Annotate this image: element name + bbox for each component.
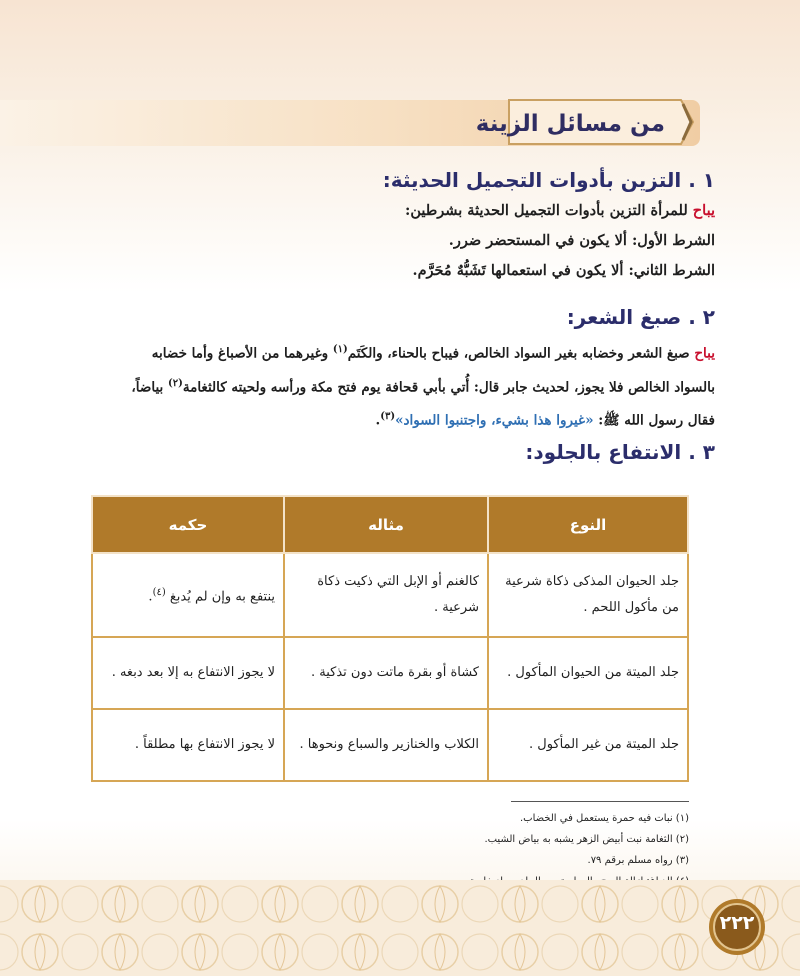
paragraph-line: الشرط الأول: ألا يكون في المستحضر ضرر. <box>448 232 715 249</box>
paragraph-line: الشرط الثاني: ألا يكون في استعمالها تَشَبُّهٌ مُحَرَّم. <box>412 262 715 279</box>
table-row <box>92 553 688 637</box>
paragraph-line: يباح للمرأة التزين بأدوات التجميل الحديثة بشرطين: <box>404 202 715 219</box>
cell-example: كشاة أو بقرة ماتت دون تذكية . <box>284 637 488 709</box>
cell-type: جلد الحيوان المذكى ذكاة شرعية من مأكول اللحم . <box>488 553 688 637</box>
paragraph-line: فقال رسول الله ﷺ: «غيروا هذا بشيء، واجتنبوا السواد»$^{(٣)}$. <box>375 411 715 429</box>
footnote-ref: (٣) <box>380 411 396 422</box>
highlight-word: يباح <box>692 202 715 219</box>
footnote-item: (١) نبات فيه حمرة يستعمل في الخضاب. <box>519 813 689 824</box>
footnote-item: (٢) الثغامة نبت أبيض الزهر يشبه به بياض الشيب. <box>484 834 689 845</box>
page-number: ٢٢٢ <box>719 912 755 934</box>
footnote-divider <box>511 801 689 802</box>
section-makeup <box>75 168 715 286</box>
page-title: من مسائل الزينة <box>475 111 665 137</box>
table-row <box>92 637 688 709</box>
paragraph-line: بالسواد الخالص فلا يجوز، لحديث جابر قال: أُتي بأبي قحافة يوم فتح مكة ورأسه ولحيته كالثغامة$^{(٢)}$ بياضاً، <box>131 377 715 395</box>
section-hair-dye <box>15 305 715 436</box>
section-heading: ١ . التزين بأدوات التجميل الحديثة: <box>382 168 715 192</box>
table-row <box>92 709 688 781</box>
hadith-quote: «غيروا هذا بشيء، واجتنبوا السواد» <box>395 412 594 429</box>
cell-ruling: لا يجوز الانتفاع به إلا بعد دبغه . <box>92 637 284 709</box>
decorative-border-icon <box>0 880 800 976</box>
cell-type: جلد الميتة من الحيوان المأكول . <box>488 637 688 709</box>
cell-example: كالغنم أو الإبل التي ذكيت ذكاة شرعية . <box>284 553 488 637</box>
footnote-ref: (٤) <box>152 586 166 598</box>
paragraph-line: يباح صبغ الشعر وخضابه بغير السواد الخالص، فيباح بالحناء، والكَتَم$^{(١)}$ وغيرهما من الأصباغ وأما خضابه <box>151 344 715 362</box>
cell-ruling: ينتفع به وإن لم يُدبغ $^{(٤)}$. <box>92 553 284 637</box>
cell-type: جلد الميتة من غير المأكول . <box>488 709 688 781</box>
highlight-word: يباح <box>694 345 715 362</box>
column-header-example: مثاله <box>284 496 488 553</box>
section-heading: ٢ . صبغ الشعر: <box>566 305 715 329</box>
section-heading: ٣ . الانتفاع بالجلود: <box>525 440 715 464</box>
cell-example: الكلاب والخنازير والسباع ونحوها . <box>284 709 488 781</box>
column-header-type: النوع <box>488 496 688 553</box>
footnote-item: (٣) رواه مسلم برقم ٧٩. <box>587 855 689 866</box>
section-skins <box>75 440 715 464</box>
table-header-row <box>92 496 688 553</box>
cell-ruling: لا يجوز الانتفاع بها مطلقاً . <box>92 709 284 781</box>
skins-table <box>91 495 689 782</box>
footnote-ref: (٢) <box>168 377 183 389</box>
column-header-ruling: حكمه <box>92 496 284 553</box>
footnote-ref: (١) <box>332 344 348 355</box>
